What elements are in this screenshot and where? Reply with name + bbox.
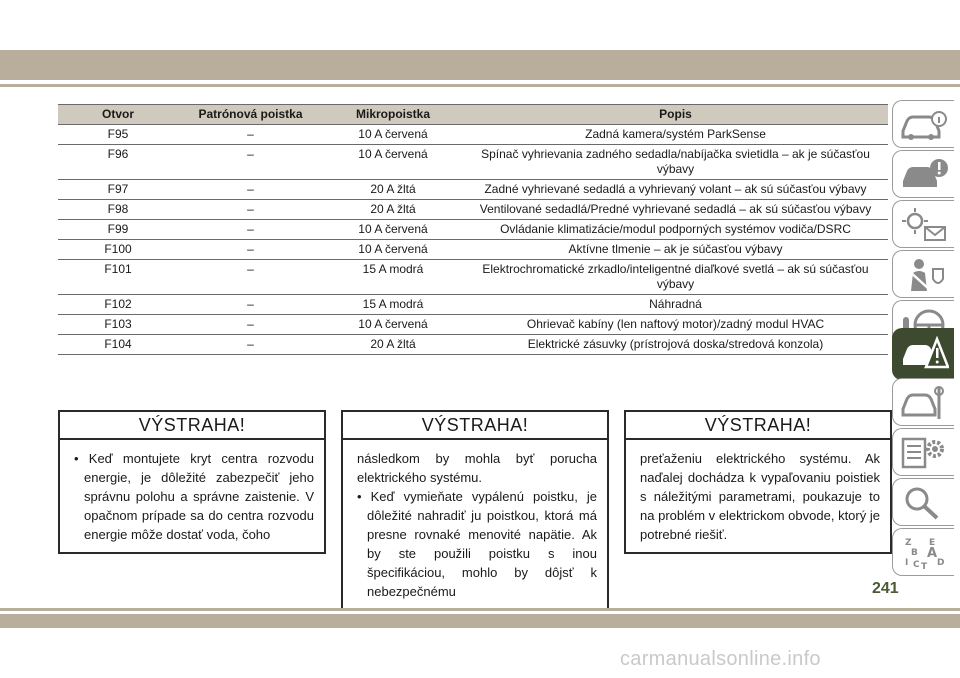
tab-warning-lights[interactable] — [892, 150, 954, 198]
cell-patronova: – — [178, 315, 323, 335]
cell-patronova: – — [178, 200, 323, 220]
tab-specs[interactable] — [892, 428, 954, 476]
warning-title: VÝSTRAHA! — [626, 412, 890, 440]
cell-mikro: 20 A žltá — [323, 200, 463, 220]
cell-popis: Elektrochromatické zrkadlo/inteligentné diaľkové svetlá – ak sú súčasťou výbavy — [463, 260, 888, 295]
sun-mail-icon — [899, 207, 949, 243]
cell-otvor: F98 — [58, 200, 178, 220]
car-info-icon — [899, 107, 949, 143]
emergency-icon — [899, 335, 949, 371]
header-rule — [0, 84, 960, 87]
cell-popis: Náhradná — [463, 295, 888, 315]
table-header-row — [58, 105, 888, 125]
warning-text: preťaženiu elektrického systému. Ak naďalej dochádza k vypaľovaniu poistiek s náležitými parametrami, poukazuje to na problém v elektrickom obvode, ktorý je potrebné riešiť. — [640, 451, 880, 542]
warning-box-1 — [58, 410, 326, 554]
table-row — [58, 180, 888, 200]
cell-patronova: – — [178, 145, 323, 180]
index-letter: A — [927, 546, 938, 561]
safety-icon — [899, 257, 949, 293]
cell-patronova: – — [178, 295, 323, 315]
cell-popis: Ohrievač kabíny (len naftový motor)/zadný modul HVAC — [463, 315, 888, 335]
cell-mikro: 10 A červená — [323, 220, 463, 240]
cell-popis: Zadná kamera/systém ParkSense — [463, 125, 888, 145]
tab-starting[interactable] — [892, 200, 954, 248]
tab-search[interactable] — [892, 478, 954, 526]
header-band — [0, 50, 960, 80]
search-icon — [899, 485, 949, 521]
index-letter: E — [929, 538, 936, 548]
tab-car-info[interactable] — [892, 100, 954, 148]
page-number: 241 — [872, 580, 899, 597]
cell-otvor: F99 — [58, 220, 178, 240]
cell-popis: Aktívne tlmenie – ak je súčasťou výbavy — [463, 240, 888, 260]
cell-mikro: 10 A červená — [323, 125, 463, 145]
cell-popis: Zadné vyhrievané sedadlá a vyhrievaný volant – ak sú súčasťou výbavy — [463, 180, 888, 200]
cell-mikro: 10 A červená — [323, 315, 463, 335]
index-letter: T — [921, 562, 928, 571]
index-letter: I — [905, 558, 909, 568]
table-row — [58, 335, 888, 355]
header-mikropoistka: Mikropoistka — [323, 105, 463, 125]
table-row — [58, 200, 888, 220]
tab-index[interactable] — [892, 528, 954, 576]
footer-rule — [0, 608, 960, 611]
table-row — [58, 295, 888, 315]
cell-otvor: F95 — [58, 125, 178, 145]
table-row — [58, 240, 888, 260]
cell-mikro: 20 A žltá — [323, 180, 463, 200]
cell-patronova: – — [178, 260, 323, 295]
table-row — [58, 145, 888, 180]
cell-otvor: F97 — [58, 180, 178, 200]
index-letter: Z — [905, 538, 912, 548]
cell-patronova: – — [178, 125, 323, 145]
warning-text: • Keď montujete kryt centra rozvodu energie, je dôležité zabezpečiť jeho správnu polohu a správne zaistenie. V opačnom prípade sa do centra rozvodu energie môže dostať voda, čoho — [74, 451, 314, 542]
table-row — [58, 125, 888, 145]
table-row — [58, 315, 888, 335]
warning-text: • Keď vymieňate vypálenú poistku, je dôležité nahradiť ju poistkou, ktorá má presne rovnaké menovité napätie. Ak by ste použili poistku s inou špecifikáciou, mohlo by dôjsť k nebezpečnému — [357, 489, 597, 599]
table-row — [58, 260, 888, 295]
table-row — [58, 220, 888, 240]
cell-patronova: – — [178, 180, 323, 200]
tab-safety[interactable] — [892, 250, 954, 298]
header-patronova: Patrónová poistka — [178, 105, 323, 125]
cell-mikro: 15 A modrá — [323, 295, 463, 315]
warning-title: VÝSTRAHA! — [343, 412, 607, 440]
warning-box-3 — [624, 410, 892, 554]
index-letters-icon — [899, 535, 949, 571]
service-icon — [899, 385, 949, 421]
cell-popis: Elektrické zásuvky (prístrojová doska/stredová konzola) — [463, 335, 888, 355]
cell-popis: Ovládanie klimatizácie/modul podporných systémov vodiča/DSRC — [463, 220, 888, 240]
warning-title: VÝSTRAHA! — [60, 412, 324, 440]
cell-mikro: 10 A červená — [323, 145, 463, 180]
cell-patronova: – — [178, 335, 323, 355]
warning-text: následkom by mohla byť porucha elektrického systému. — [357, 451, 597, 485]
cell-otvor: F104 — [58, 335, 178, 355]
warning-light-icon — [899, 157, 949, 193]
cell-otvor: F101 — [58, 260, 178, 295]
cell-popis: Spínač vyhrievania zadného sedadla/nabíjačka svietidla – ak je súčasťou výbavy — [463, 145, 888, 180]
header-otvor: Otvor — [58, 105, 178, 125]
cell-mikro: 15 A modrá — [323, 260, 463, 295]
cell-popis: Ventilované sedadlá/Predné vyhrievané sedadlá – ak sú súčasťou výbavy — [463, 200, 888, 220]
footer-band — [0, 614, 960, 628]
watermark-text: carmanualsonline.info — [620, 648, 821, 670]
tab-emergency[interactable] — [892, 328, 954, 380]
cell-mikro: 10 A červená — [323, 240, 463, 260]
tab-service[interactable] — [892, 378, 954, 426]
cell-otvor: F100 — [58, 240, 178, 260]
cell-otvor: F96 — [58, 145, 178, 180]
header-popis: Popis — [463, 105, 888, 125]
index-letter: C — [913, 560, 920, 570]
spec-gear-icon — [899, 435, 949, 471]
cell-patronova: – — [178, 220, 323, 240]
warning-box-2 — [341, 410, 609, 611]
cell-patronova: – — [178, 240, 323, 260]
cell-mikro: 20 A žltá — [323, 335, 463, 355]
cell-otvor: F102 — [58, 295, 178, 315]
cell-otvor: F103 — [58, 315, 178, 335]
index-letter: B — [911, 548, 918, 558]
fuse-table — [58, 104, 888, 355]
index-letter: D — [937, 558, 945, 568]
